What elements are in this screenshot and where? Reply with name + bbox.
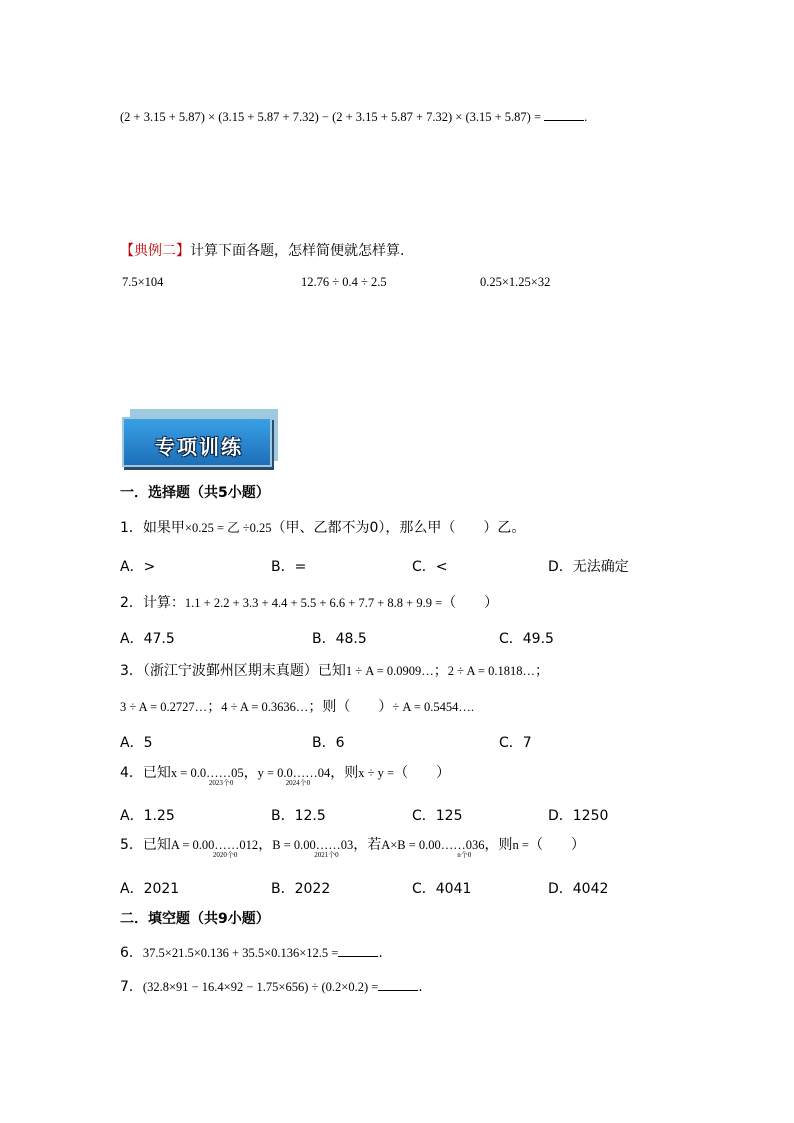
q5-B-sub: 2021个0 [314, 851, 339, 859]
q5-n: n = [512, 838, 529, 852]
q1-stem-a: 1．如果甲 [120, 520, 185, 536]
q6-num: 6． [120, 945, 143, 961]
q5-AB-sub: n个0 [457, 851, 472, 859]
question-3-line2 [120, 696, 474, 716]
section1-title: 一．选择题（共5小题） [120, 485, 270, 501]
q2-option-c[interactable]: C．49.5 [499, 631, 554, 647]
q3-math-4: 4 ÷ A = 0.3636… [221, 700, 309, 714]
q3-math-3: 3 ÷ A = 0.2727… [120, 700, 208, 714]
question-6 [120, 942, 383, 962]
q1-math: ×0.25 = 乙 ÷0.25 [184, 521, 272, 535]
q4-paren: （ ） [394, 765, 451, 781]
example2-expr-3: 0.25×1.25×32 [480, 275, 551, 289]
q4-option-d[interactable]: D．1250 [548, 808, 609, 824]
q4-comma: ， [243, 765, 258, 781]
q4-y-sub: 2024个0 [285, 779, 311, 787]
q4-stem-a: 4．已知 [120, 765, 171, 781]
q2-option-b[interactable]: B．48.5 [312, 631, 367, 647]
q2-math: 1.1 + 2.2 + 3.3 + 4.4 + 5.5 + 6.6 + 7.7 + 8.8 + 9.9 = [184, 596, 443, 610]
q5-stem-c: ，则 [484, 837, 513, 853]
question-1 [120, 517, 525, 537]
q5-comma: ， [258, 837, 273, 853]
q1-stem-b: （甲、乙都不为0），那么甲（ ）乙。 [271, 520, 526, 536]
q5-AB [381, 838, 485, 859]
q5-A-sub: 2020个0 [212, 851, 238, 859]
example2-text: 计算下面各题，怎样简便就怎样算. [190, 243, 405, 259]
q4-x [170, 766, 244, 787]
q4-option-b[interactable]: B．12.5 [271, 808, 326, 824]
q5-stem-a: 5．已知 [120, 837, 171, 853]
answer-blank[interactable] [544, 110, 584, 121]
q5-option-c[interactable]: C．4041 [412, 881, 472, 897]
q5-paren: （ ） [528, 837, 585, 853]
question-2 [120, 592, 498, 612]
q4-x-sub: 2023个0 [208, 779, 234, 787]
q5-option-d[interactable]: D．4042 [548, 881, 609, 897]
q3-sep-1: ； [433, 663, 448, 679]
banner-title: 专项训练 [155, 435, 243, 459]
q6-end: . [378, 945, 383, 961]
q1-option-b[interactable]: B．= [271, 559, 307, 575]
q4-y-text: y = 0.0……04 [257, 766, 331, 780]
intro-end: . [584, 110, 588, 124]
q1-option-a[interactable]: A．> [120, 559, 156, 575]
q5-B [272, 838, 354, 859]
q7-math: (32.8×91 − 16.4×92 − 1.75×656) ÷ (0.2×0.2) = [142, 980, 379, 994]
question-4 [120, 762, 451, 787]
question-5 [120, 834, 585, 859]
q1-option-c[interactable]: C．< [412, 559, 448, 575]
q4-stem-b: ，则 [330, 765, 359, 781]
q2-stem: 2．计算： [120, 595, 185, 611]
q6-answer-blank[interactable] [338, 946, 378, 957]
q1-option-d[interactable]: D．无法确定 [548, 559, 629, 575]
q2-paren: （ ） [442, 595, 499, 611]
q4-y [257, 766, 331, 787]
intro-expr-text: (2 + 3.15 + 5.87) × (3.15 + 5.87 + 7.32) − (2 + 3.15 + 5.87 + 7.32) × (3.15 + 5.87) = [120, 110, 542, 124]
q2-option-a[interactable]: A．47.5 [120, 631, 175, 647]
example2-tag: 【典例二】 [120, 243, 190, 259]
section2-title: 二．填空题（共9小题） [120, 911, 270, 927]
q5-A [170, 838, 259, 859]
q5-A-text: A = 0.00……012 [170, 838, 259, 852]
q4-expr: x ÷ y = [358, 766, 395, 780]
q4-option-c[interactable]: C．125 [412, 808, 463, 824]
example2-expr-2: 12.76 ÷ 0.4 ÷ 2.5 [301, 275, 387, 289]
section-banner [122, 407, 280, 465]
q3-math-5: ÷ A = 0.5454…. [392, 700, 474, 714]
q4-option-a[interactable]: A．1.25 [120, 808, 175, 824]
q5-option-a[interactable]: A．2021 [120, 881, 180, 897]
question-7 [120, 976, 423, 996]
q3-sep-3: ； [207, 699, 222, 715]
q3-stem-b: ；则（ ） [308, 699, 393, 715]
q4-x-text: x = 0.0……05 [170, 766, 244, 780]
intro-expression [120, 110, 587, 125]
q5-AB-text: A×B = 0.00……036 [381, 838, 485, 852]
q6-math: 37.5×21.5×0.136 + 35.5×0.136×12.5 = [142, 946, 339, 960]
q3-option-c[interactable]: C．7 [499, 735, 532, 751]
q3-stem: 3．（浙江宁波鄞州区期末真题）已知 [120, 663, 346, 679]
q3-option-a[interactable]: A．5 [120, 735, 153, 751]
q3-sep-2: ； [534, 663, 549, 679]
q5-B-text: B = 0.00……03 [272, 838, 354, 852]
banner-plate [122, 417, 272, 467]
q7-answer-blank[interactable] [378, 980, 418, 991]
q3-math-2: 2 ÷ A = 0.1818… [447, 664, 535, 678]
example2-expr-1: 7.5×104 [122, 275, 164, 289]
q7-num: 7． [120, 979, 143, 995]
example2-heading [120, 240, 404, 260]
q3-option-b[interactable]: B．6 [312, 735, 345, 751]
q5-option-b[interactable]: B．2022 [271, 881, 331, 897]
q3-math-1: 1 ÷ A = 0.0909… [345, 664, 434, 678]
q7-end: . [418, 979, 423, 995]
question-3-line1 [120, 660, 549, 680]
q5-stem-b: ，若 [353, 837, 382, 853]
